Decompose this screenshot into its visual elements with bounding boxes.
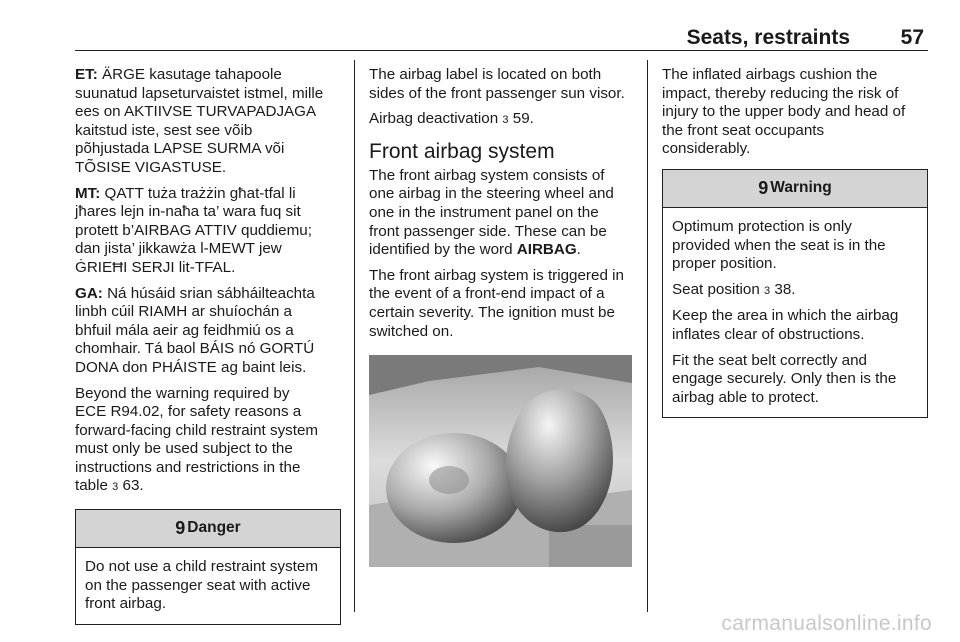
danger-box-body: Do not use a child restraint system on the passenger seat with active front airbag. (85, 558, 318, 613)
column-divider-1 (354, 60, 355, 612)
trigger-paragraph: The front airbag system is triggered in the event of a front-end impact of a certain severity. The ignition must be switched on. (369, 266, 624, 340)
warning-title: Warning (770, 179, 832, 197)
inflated-airbags-photo (369, 355, 632, 567)
warning-et: ET: ÄRGE kasutage tahapoole suunatud lapseturvaistet istmel, mille ees on AKTIIVSE TURVAPADJAGA kaitstud iste, sest see võib põhjustada LAPSE SURMA või TÕSISE VIGASTUSE. (75, 66, 324, 176)
page-ref-arrow-icon: 3 (112, 481, 119, 494)
column-2 (369, 66, 635, 567)
airbag-deactivation-paragraph: Airbag deactivation 3 59. (369, 110, 534, 128)
page-ref-arrow-icon: 3 (764, 284, 771, 297)
page-ref-link[interactable]: 38. (774, 280, 796, 298)
beyond-warning-paragraph: Beyond the warning required by ECE R94.02, for safety reasons a forward-facing child restraint system must only be used subject to the instructions and restrictions in the table 3 63. (75, 384, 319, 495)
section-heading: Front airbag system (369, 139, 555, 163)
warning-ga: GA: Ná húsáid srian sábháilteachta linbh cúil RIAMH ar shuíochán a bhfuil mála aeir ag feidhmiú os a chomhair. Tá baol BÁIS nó GORTÚ DONA don PHÁISTE ag baint leis. (75, 284, 315, 376)
danger-box-header (76, 510, 340, 548)
page-ref-link[interactable]: 63. (122, 477, 144, 495)
danger-box (75, 509, 341, 625)
warning-mt: MT: QATT tuża trażżin għat-tfal li jħares lejn in-naħa ta’ wara fuq sit protett b’AIRBAG ATTIV quddiemu; dan jista’ jikkawża l-MEWT jew ĠRIEĦI SERJI lit-TFAL. (75, 184, 312, 276)
page-header (75, 20, 928, 50)
lang-code-et: ET: (75, 66, 98, 83)
warning-box-header (663, 170, 927, 208)
front-airbag-intro-paragraph: The front airbag system consists of one airbag in the steering wheel and one in the instrument panel on the front passenger side. These can be identified by the word AIRBAG. (369, 166, 614, 259)
page-ref-link[interactable]: 59. (512, 110, 534, 128)
page-number: 57 (900, 26, 924, 49)
page-ref-arrow-icon: 3 (502, 114, 509, 127)
warning-box (662, 169, 928, 418)
danger-title: Danger (187, 519, 241, 537)
lang-code-ga: GA: (75, 284, 103, 302)
warning-triangle-icon: 9 (758, 178, 769, 199)
inflated-airbags-paragraph: The inflated airbags cushion the impact, thereby reducing the risk of injury to the upper body and head of the front seat occupants considerably. (662, 66, 906, 158)
warning-triangle-icon: 9 (175, 518, 186, 539)
airbag-keyword: AIRBAG (516, 241, 577, 259)
column-3 (662, 66, 928, 418)
header-rule (75, 50, 928, 51)
column-1 (75, 66, 341, 625)
lang-code-mt: MT: (75, 184, 101, 202)
page-title: Seats, restraints (686, 26, 850, 49)
warning-box-body: Optimum protection is only provided when the seat is in the proper position. Seat position 3 38. Keep the area in which the airbag inflates clear of obstructions. Fit the seat belt correctly and engage securely. Only then is the airbag able to protect. (672, 217, 899, 406)
watermark-text: carmanualsonline.info (721, 612, 932, 635)
airbag-label-paragraph: The airbag label is located on both sides of the front passenger sun visor. (369, 66, 625, 102)
column-divider-2 (647, 60, 648, 612)
